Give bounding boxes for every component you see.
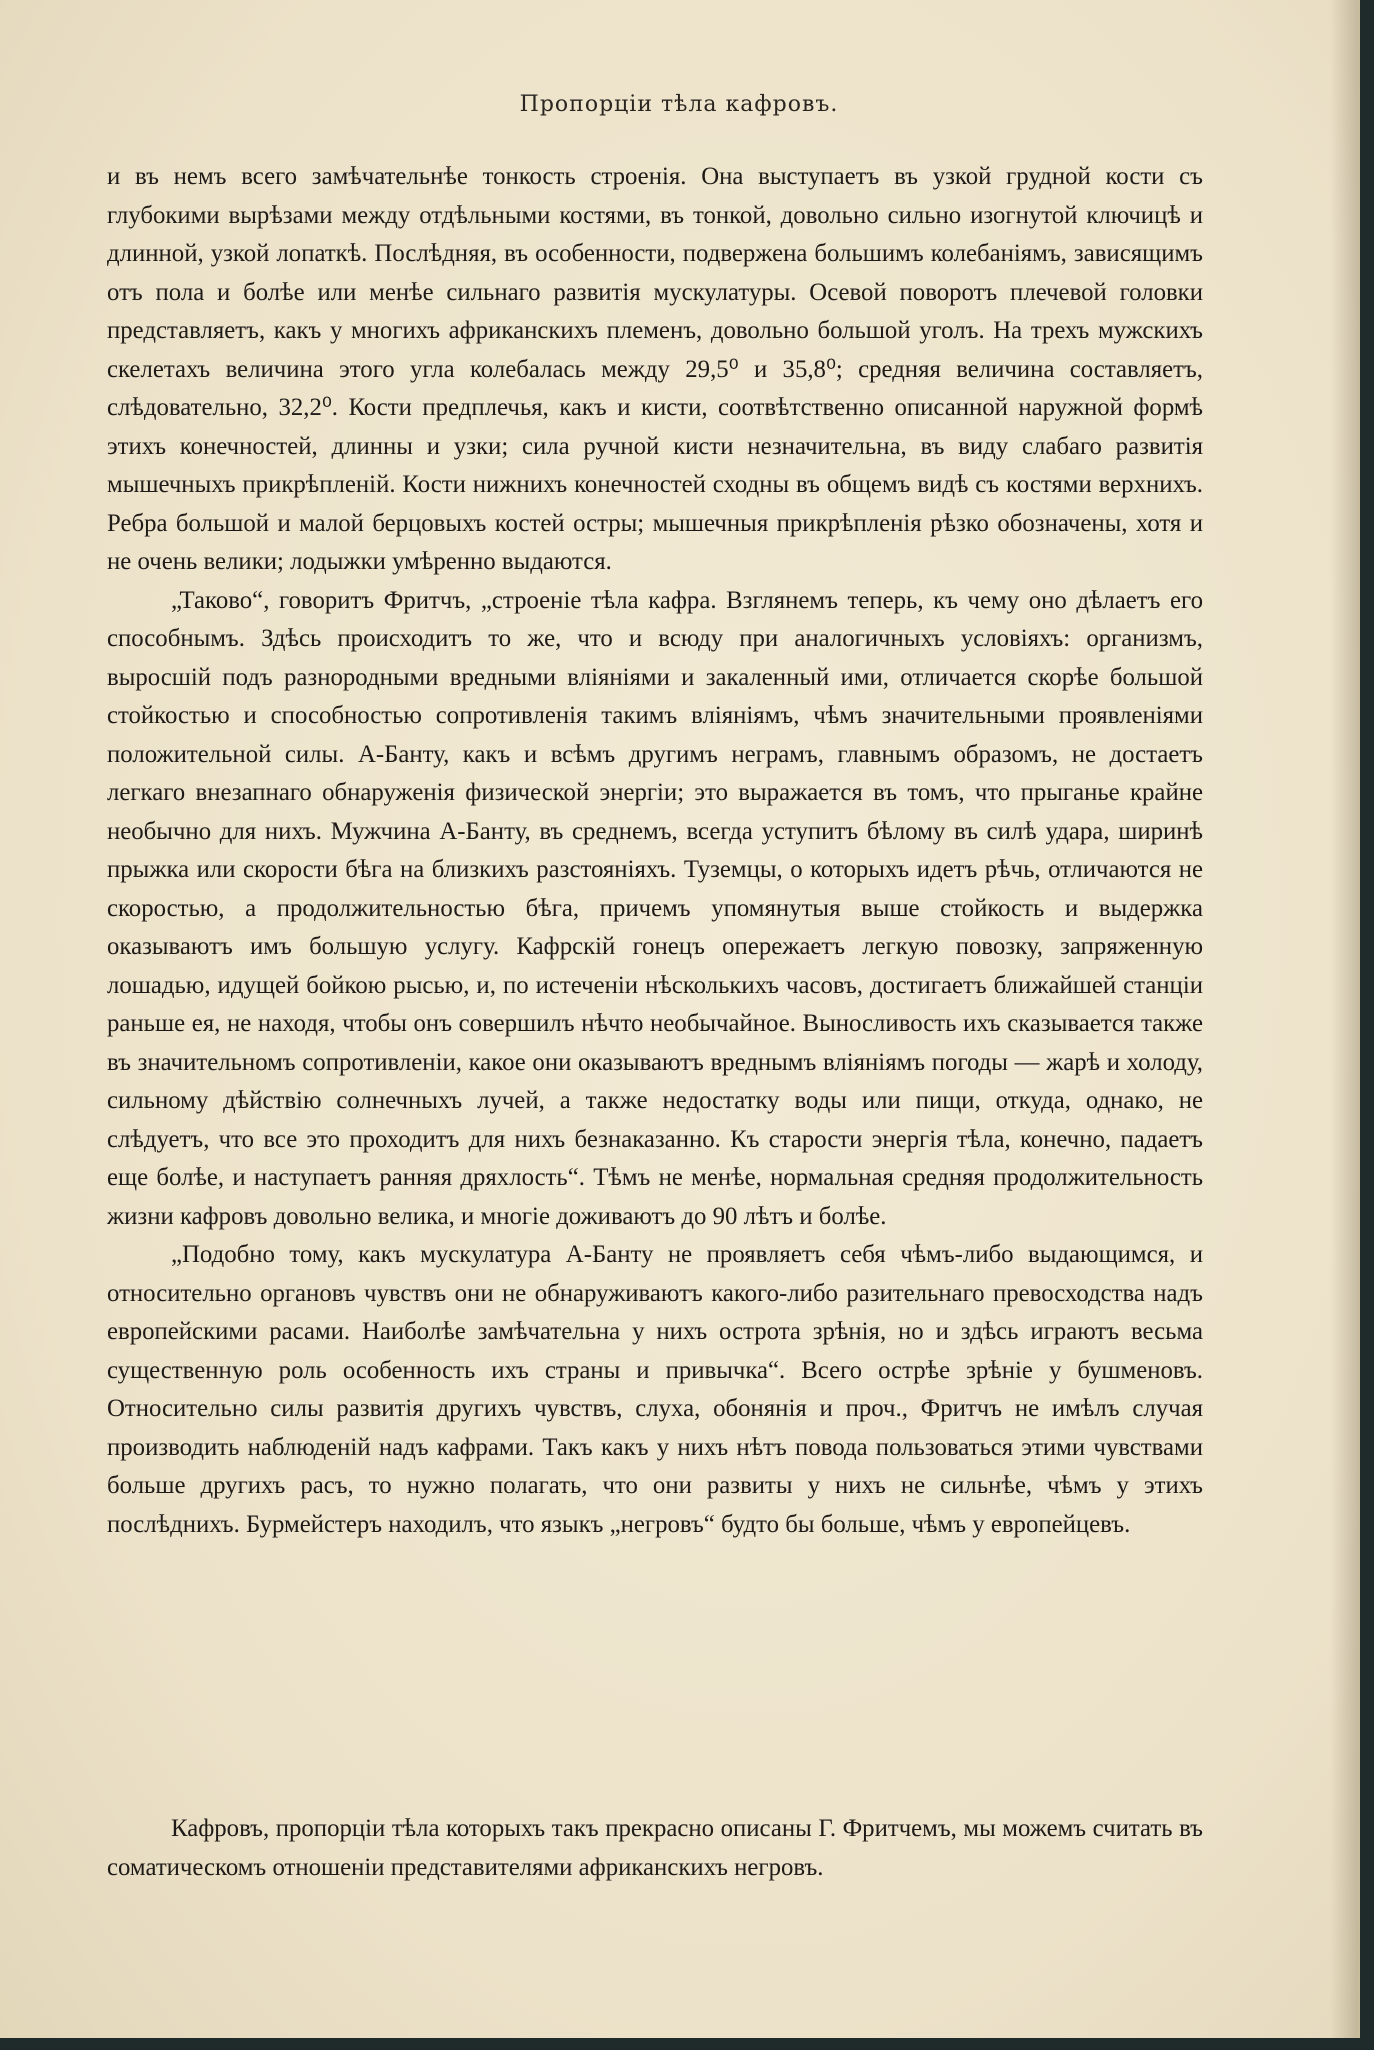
main-text-block [107, 158, 1203, 1544]
paragraph-1: и въ немъ всего замѣчательнѣе тонкость строенія. Она выступаетъ въ узкой грудной кости съ глубокими вырѣзами между отдѣльными костями, въ тонкой, довольно сильно изогнутой ключицѣ и длинной, узкой лопаткѣ. Послѣдняя, въ особенности, подвержена большимъ колебаніямъ, зависящимъ отъ пола и болѣе или менѣе сильнаго развитія мускулатуры. Осевой поворотъ плечевой головки представляетъ, какъ у многихъ африканскихъ племенъ, довольно большой уголъ. На трехъ мужскихъ скелетахъ величина этого угла колебалась между 29,5⁰ и 35,8⁰; средняя величина составляетъ, слѣдовательно, 32,2⁰. Кости предплечья, какъ и кисти, соотвѣтственно описанной наружной формѣ этихъ конечностей, длинны и узки; сила ручной кисти незначительна, въ виду слабаго развитія мышечныхъ прикрѣпленій. Кости нижнихъ конечностей сходны въ общемъ видѣ съ костями верхнихъ. Ребра большой и малой берцовыхъ костей остры; мышечныя прикрѣпленія рѣзко обозначены, хотя и не очень велики; лодыжки умѣренно выдаются. [107, 163, 1203, 575]
paragraph-2: „Таково“, говоритъ Фритчъ, „строеніе тѣла кафра. Взглянемъ теперь, къ чему оно дѣлаетъ его способнымъ. Здѣсь происходитъ то же, что и всюду при аналогичныхъ условіяхъ: организмъ, выросшій подъ разнородными вредными вліяніями и закаленный ими, отличается скорѣе большой стойкостью и способностью сопротивленія такимъ вліяніямъ, чѣмъ значительными проявленіями положительной силы. А-Банту, какъ и всѣмъ другимъ неграмъ, главнымъ образомъ, не достаетъ легкаго внезапнаго обнаруженія физической энергіи; это выражается въ томъ, что прыганье крайне необычно для нихъ. Мужчина А-Банту, въ среднемъ, всегда уступитъ бѣлому въ силѣ удара, ширинѣ прыжка или скорости бѣга на близкихъ разстояніяхъ. Туземцы, о которыхъ идетъ рѣчь, отличаются не скоростью, а продолжительностью бѣга, причемъ упомянутыя выше стойкость и выдержка оказываютъ имъ большую услугу. Кафрскій гонецъ опережаетъ легкую повозку, запряженную лошадью, идущей бойкою рысью, и, по истеченіи нѣсколькихъ часовъ, достигаетъ ближайшей станціи раньше ея, не находя, чтобы онъ совершилъ нѣчто необычайное. Выносливость ихъ сказывается также въ значительномъ сопротивленіи, какое они оказываютъ вреднымъ вліяніямъ погоды — жарѣ и холоду, сильному дѣйствію солнечныхъ лучей, а также недостатку воды или пищи, откуда, однако, не слѣдуетъ, что все это проходитъ для нихъ безнаказанно. Къ старости энергія тѣла, конечно, падаетъ еще болѣе, и наступаетъ ранняя дряхлость“. Тѣмъ не менѣе, нормальная средняя продолжительность жизни кафровъ довольно велика, и многіе доживаютъ до 90 лѣтъ и болѣе. [107, 586, 1203, 1230]
page-edge-shadow [1330, 0, 1358, 2038]
conclusion-paragraph: Кафровъ, пропорціи тѣла которыхъ такъ прекрасно описаны Г. Фритчемъ, мы можемъ считать въ соматическомъ отношеніи представителями африканскихъ негровъ. [107, 1815, 1203, 1881]
conclusion-block [107, 1810, 1203, 1887]
running-head-title: Пропорціи тѣла кафровъ. [519, 92, 839, 117]
paragraph-3: „Подобно тому, какъ мускулатура А-Банту не проявляетъ себя чѣмъ-либо выдающимся, и относительно органовъ чувствъ они не обнаруживаютъ какого-либо разительнаго превосходства надъ европейскими расами. Наиболѣе замѣчательна у нихъ острота зрѣнія, но и здѣсь играютъ весьма существенную роль особенность ихъ страны и привычка“. Всего острѣе зрѣніе у бушменовъ. Относительно силы развитія другихъ чувствъ, слуха, обонянія и проч., Фритчъ не имѣлъ случая производить наблюденій надъ кафрами. Такъ какъ у нихъ нѣтъ повода пользоваться этими чувствами больше другихъ расъ, то нужно полагать, что они развиты у нихъ не сильнѣе, чѣмъ у этихъ послѣднихъ. Бурмейстеръ находилъ, что языкъ „негровъ“ будто бы больше, чѣмъ у европейцевъ. [107, 1241, 1203, 1538]
